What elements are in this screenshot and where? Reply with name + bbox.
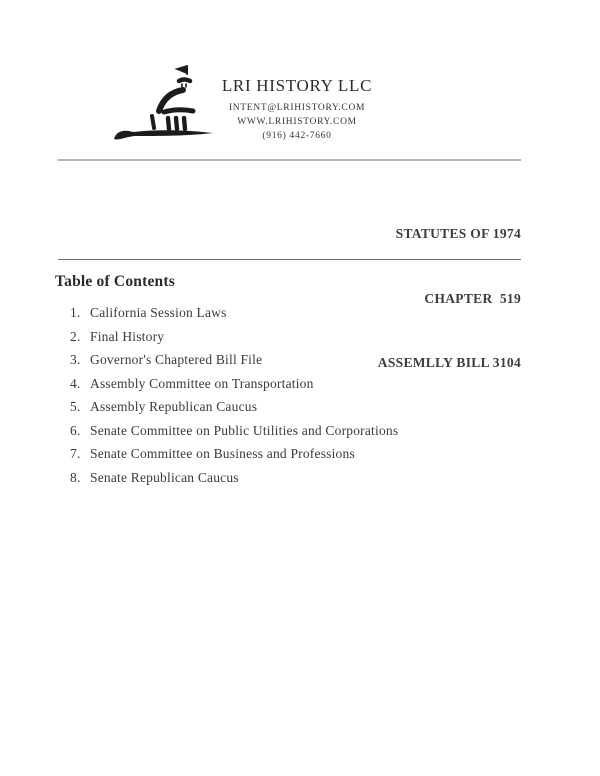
toc-item bbox=[70, 471, 398, 484]
statute-divider-rule bbox=[58, 259, 521, 260]
toc-item bbox=[70, 447, 398, 460]
toc-item-label: Assembly Republican Caucus bbox=[90, 399, 258, 414]
letterhead bbox=[147, 76, 447, 143]
statutes-year-line: STATUTES OF 1974 bbox=[395, 226, 521, 241]
chapter-line: CHAPTER 519 bbox=[424, 290, 521, 306]
toc-item-label: Senate Committee on Business and Professions bbox=[90, 446, 355, 461]
toc-item bbox=[70, 377, 398, 390]
toc-item-number: 8. bbox=[70, 469, 81, 485]
toc-item bbox=[70, 330, 398, 343]
toc-title: Table of Contents bbox=[55, 273, 175, 290]
statute-reference-block bbox=[378, 180, 521, 417]
toc-item bbox=[70, 424, 398, 437]
company-name: LRI HISTORY LLC bbox=[221, 76, 373, 95]
toc-item-label: Governor's Chaptered Bill File bbox=[90, 352, 263, 367]
company-website: WWW.LRIHISTORY.COM bbox=[237, 117, 357, 127]
toc-item-number: 6. bbox=[70, 422, 81, 438]
toc-item bbox=[70, 306, 398, 319]
toc-item bbox=[70, 400, 398, 413]
toc-item-number: 4. bbox=[70, 375, 81, 391]
assembly-bill-line: ASSEMLLY BILL 3104 bbox=[377, 355, 521, 370]
toc-item-number: 3. bbox=[70, 352, 81, 367]
toc-item-label: Final History bbox=[90, 328, 165, 344]
toc-item-number: 2. bbox=[70, 328, 81, 344]
toc-item-number: 7. bbox=[70, 446, 81, 461]
company-phone: (916) 442-7660 bbox=[262, 131, 332, 141]
toc-item bbox=[70, 353, 398, 366]
toc-item-label: Assembly Committee on Transportation bbox=[90, 375, 314, 391]
company-email: INTENT@LRIHISTORY.COM bbox=[228, 103, 366, 113]
toc-item-label: Senate Republican Caucus bbox=[90, 469, 239, 485]
header-divider-rule bbox=[58, 159, 521, 161]
toc-item-number: 5. bbox=[70, 399, 81, 414]
toc-item-label: Senate Committee on Public Utilities and Corporations bbox=[90, 422, 399, 438]
toc-item-label: California Session Laws bbox=[90, 305, 227, 320]
toc-item-number: 1. bbox=[70, 305, 81, 320]
toc-list bbox=[70, 306, 398, 494]
